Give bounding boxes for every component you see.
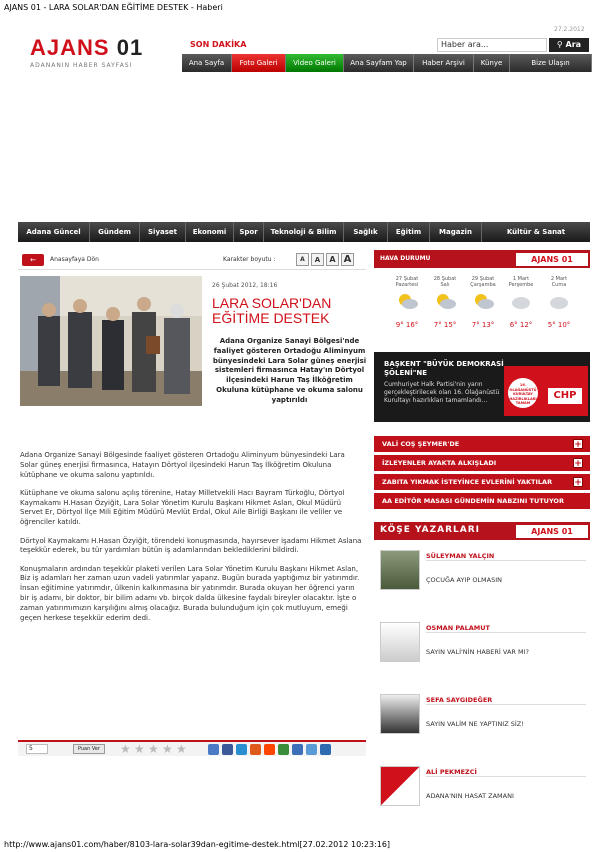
columnist-item[interactable] xyxy=(374,690,590,756)
columnist-name[interactable]: SÜLEYMAN YALÇIN xyxy=(426,552,495,560)
font-size-button[interactable]: A xyxy=(341,253,354,266)
star-icon[interactable]: ★ xyxy=(148,742,159,756)
sun-cloud-icon xyxy=(434,292,456,310)
search-input[interactable]: Haber ara... xyxy=(437,38,547,52)
columnist-item[interactable] xyxy=(374,546,590,612)
reddit-icon[interactable] xyxy=(264,744,275,755)
weather-title: HAVA DURUMU xyxy=(380,255,431,262)
back-to-home-link[interactable]: Anasayfaya Dön xyxy=(50,256,99,263)
weather-forecast xyxy=(388,276,580,336)
columnists-header xyxy=(374,522,590,540)
star-icon[interactable]: ★ xyxy=(120,742,131,756)
article-date: 26 Şubat 2012, 18:16 xyxy=(212,282,278,289)
digg-icon[interactable] xyxy=(250,744,261,755)
main-nav-item[interactable]: Ekonomi xyxy=(186,222,234,242)
cloud-icon xyxy=(548,292,570,310)
weather-day xyxy=(540,276,578,336)
article-photo xyxy=(20,276,202,406)
header-date: 27.2.2012 xyxy=(554,26,585,33)
columnist-item[interactable] xyxy=(374,762,590,828)
weather-low: 6° xyxy=(509,321,518,329)
headline-bar-label: VALİ COŞ ŞEYMER'DE xyxy=(382,440,460,448)
weather-date: 29 Şubat xyxy=(471,276,495,282)
weather-high: 12° xyxy=(519,321,533,329)
browser-tab-title: AJANS 01 - LARA SOLAR'DAN EĞİTİME DESTEK - Haberi xyxy=(4,3,223,12)
chp-badge: 16. OLAĞANÜSTÜ KURULTAY HAZIRLIKLARI TAMAM xyxy=(508,378,538,408)
main-nav-item[interactable]: Adana Güncel xyxy=(18,222,90,242)
weather-high: 16° xyxy=(405,321,419,329)
weather-low: 9° xyxy=(395,321,404,329)
font-size-button[interactable]: A xyxy=(296,253,309,266)
weather-weekday: Cuma xyxy=(551,282,567,288)
article-paragraph: Konuşmaların ardından teşekkür plaketi verilen Lara Solar Yönetim Kurulu Başkanı Hikmet Aslan, Biz iş adamları her zaman uzun vadeli yatırımlar yaparız. Bugün burada yaptığımız bir yatırımdır. İnsan eğitimine yatırımdır, ülkenin kalkınmasına bir yatırımdır. Burada okuyan her öğrenci yarın bir iş adamı, bir doktor, bir bilim adamı vb. birçok dalda ülkesine faydalı bireyler olacaktır. İşte o zaman yatırımımızın karşılığını almış olacağız. Burada bulunduğum için çok mutluyum, emeği geçen herkese teşekkür ederim dedi. xyxy=(20,564,360,622)
weather-weekday: Salı xyxy=(440,282,450,288)
weather-weekday: Çarşamba xyxy=(470,282,496,288)
article-paragraph: Adana Organize Sanayi Bölgesinde faaliyet gösteren Ortadoğu Aliminyum bünyesindeki Lara Solar güneş enerjisi firmasınca, Hatayın Dörtyol ilçesindeki Harun Taş İlköğretim Okuluna kütüphane ve okuma salonu yaptırıldı. xyxy=(20,451,345,479)
delicious-icon[interactable] xyxy=(208,744,219,755)
search-button-label: Ara xyxy=(565,40,582,49)
chp-banner-title: BAŞKENT "BÜYÜK DEMOKRASİ ŞÖLENİ"NE xyxy=(384,360,504,377)
columnist-article-title[interactable]: SAYIN VALİM NE YAPTINIZ SİZ! xyxy=(426,720,524,728)
font-size-label: Karakter boyutu : xyxy=(223,256,276,263)
top-nav-item[interactable]: Foto Galeri xyxy=(232,54,286,72)
weather-high: 10° xyxy=(557,321,571,329)
weather-high: 15° xyxy=(443,321,457,329)
columnist-name[interactable]: SEFA SAYGIDEĞER xyxy=(426,696,493,704)
headline-bar-label: AA EDİTÖR MASASI GÜNDEMİN NABZINI TUTUYOR xyxy=(382,497,564,505)
logo-subtitle: ADANANIN HABER SAYFASI xyxy=(30,62,133,69)
top-nav-item[interactable]: Haber Arşivi xyxy=(414,54,474,72)
chp-logo: CHP xyxy=(548,388,582,404)
top-nav-item[interactable]: Ana Sayfam Yap xyxy=(344,54,414,72)
status-url: http://www.ajans01.com/haber/8103-lara-solar39dan-egitime-destek.html[27.02.2012 10:23:16] xyxy=(4,840,391,849)
article-toolbar xyxy=(18,250,366,270)
ajans-ribbon: AJANS 01 xyxy=(516,253,588,266)
email-icon[interactable] xyxy=(306,744,317,755)
columnist-article-title[interactable]: ÇOCUĞA AYIP OLMASIN xyxy=(426,576,503,584)
weather-weekday: Pazartesi xyxy=(395,282,419,288)
columnists-title: KÖŞE YAZARLARI xyxy=(380,525,481,535)
facebook-icon[interactable] xyxy=(222,744,233,755)
weather-high: 13° xyxy=(481,321,495,329)
article-lead: Adana Organize Sanayi Bölgesi'nde faaliyet gösteren Ortadoğu Aliminyum bünyesindeki Lara Solar güneş enerjisi sistemleri firmasınca Hatay'ın Dörtyol ilçesindeki Harun Taş İlköğretim Okuluna kütüphane ve okuma salonu yaptırıldı xyxy=(212,337,367,404)
rating-input[interactable]: 5 xyxy=(26,744,48,754)
columnist-name[interactable]: ALİ PEKMEZCİ xyxy=(426,768,477,776)
font-size-button[interactable]: A xyxy=(326,253,339,266)
main-nav-item[interactable]: Magazin xyxy=(430,222,482,242)
headline-bar-label: İZLEYENLER AYAKTA ALKIŞLADI xyxy=(382,459,497,467)
article-headline xyxy=(212,296,362,326)
plus-icon[interactable]: + xyxy=(574,440,582,450)
top-nav-item[interactable]: Künye xyxy=(474,54,510,72)
main-nav-item[interactable]: Kültür & Sanat xyxy=(506,228,566,236)
headline-bar[interactable] xyxy=(374,493,590,509)
weather-weekday: Perşembe xyxy=(508,282,534,288)
rating-share-bar xyxy=(18,740,366,756)
top-nav-item[interactable]: Ana Sayfa xyxy=(182,54,232,72)
article-paragraph: Dörtyol Kaymakamı H.Hasan Özyiğit, törendeki konuşmasında, hayırsever işadamı Hikmet Aslana teşekkür ederek, bu tür yardımları bütün iş adamlarından beklediklerini bildirdi. xyxy=(20,536,362,555)
weather-date: 1 Mart xyxy=(512,276,530,282)
headline-line: LARA SOLAR'DAN xyxy=(212,295,332,311)
weather-header xyxy=(374,250,590,268)
weather-low: 5° xyxy=(547,321,556,329)
star-icon[interactable]: ★ xyxy=(162,742,173,756)
columnist-article-title[interactable]: ADANA'NIN HASAT ZAMANI xyxy=(426,792,514,800)
weather-low: 7° xyxy=(433,321,442,329)
font-size-button[interactable]: A xyxy=(311,253,324,266)
sun-cloud-icon xyxy=(396,292,418,310)
weather-day xyxy=(464,276,502,336)
twitter-icon[interactable] xyxy=(236,744,247,755)
search-icon: ⚲ xyxy=(556,40,566,49)
breaking-news-label: SON DAKİKA xyxy=(190,40,247,49)
main-nav-item[interactable]: Gündem xyxy=(90,222,140,242)
columnist-avatar xyxy=(380,550,420,590)
headline-bar-label: ZABITA YIKMAK İSTEYİNCE EVLERİNİ YAKTILAR xyxy=(382,478,553,486)
chp-banner-text: Cumhuriyet Halk Partisi'nin yarın gerçekleştirilecek olan 16. Olağanüstü Kurultayı hazırlıkları tamamlandı... xyxy=(384,381,500,404)
sun-cloud-icon xyxy=(472,292,494,310)
weather-date: 27 Şubat xyxy=(395,276,419,282)
article-paragraph: Kütüphane ve okuma salonu açılış törenine, Hatay Milletvekili Hacı Bayram Türkoğlu, Dörtyol Kaymakamı H.Hasan Özyiğit, Lara Solar Yönetim Kurulu Başkanı Hikmet Aslan, Okul Müdürü Servet Er, Dörtyol İlçe Mili Eğitim Müdürü Mevlüt Erdal, Okul Aile Birliği Başkanı ile veliler ve öğrenciler katıldı. xyxy=(20,488,345,527)
main-nav-item[interactable]: Sağlık xyxy=(344,222,388,242)
columnist-avatar xyxy=(380,766,420,806)
star-icon[interactable]: ★ xyxy=(176,742,187,756)
rate-button[interactable]: Puan Ver xyxy=(73,744,105,754)
back-arrow-icon[interactable]: ← xyxy=(22,254,44,266)
main-nav-item[interactable]: Spor xyxy=(234,222,264,242)
columnist-avatar xyxy=(380,694,420,734)
columnist-article-title[interactable]: SAYIN VALİ'NİN HABERİ VAR MI? xyxy=(426,648,529,656)
chp-banner[interactable] xyxy=(374,352,590,422)
divider xyxy=(426,560,586,561)
headline-bar[interactable] xyxy=(374,436,590,452)
weather-day xyxy=(502,276,540,336)
star-icon[interactable]: ★ xyxy=(134,742,145,756)
logo-num: 01 xyxy=(116,35,144,60)
headline-bar[interactable] xyxy=(374,455,590,471)
plus-icon[interactable]: + xyxy=(574,459,582,469)
main-nav-item[interactable]: Eğitim xyxy=(388,222,430,242)
print-icon[interactable] xyxy=(320,744,331,755)
weather-day xyxy=(388,276,426,336)
article-body xyxy=(20,451,364,632)
ajans-ribbon: AJANS 01 xyxy=(516,525,588,538)
search-button[interactable] xyxy=(549,38,589,52)
stumbleupon-icon[interactable] xyxy=(278,744,289,755)
top-nav-item[interactable]: Video Galeri xyxy=(286,54,344,72)
headline-bar[interactable] xyxy=(374,474,590,490)
main-nav-item[interactable]: Teknoloji & Bilim xyxy=(264,222,344,242)
weather-date: 2 Mart xyxy=(550,276,568,282)
weather-low: 7° xyxy=(471,321,480,329)
top-nav xyxy=(182,54,592,72)
weather-day xyxy=(426,276,464,336)
chp-flag xyxy=(504,366,588,416)
top-nav-item[interactable]: Bize Ulaşın xyxy=(510,54,592,72)
main-nav xyxy=(18,222,590,242)
plus-icon[interactable]: + xyxy=(574,478,582,488)
columnist-name[interactable]: OSMAN PALAMUT xyxy=(426,624,490,632)
divider xyxy=(426,704,586,705)
divider xyxy=(426,776,586,777)
cloud-icon xyxy=(510,292,532,310)
columnist-avatar xyxy=(380,622,420,662)
site-logo[interactable] xyxy=(30,35,170,74)
logo-main: AJANS xyxy=(30,35,110,60)
bookmark-icon[interactable] xyxy=(292,744,303,755)
headline-line: EĞİTİME DESTEK xyxy=(212,310,330,326)
columnist-item[interactable] xyxy=(374,618,590,684)
divider xyxy=(426,632,586,633)
main-nav-item[interactable]: Siyaset xyxy=(140,222,186,242)
weather-date: 28 Şubat xyxy=(433,276,457,282)
